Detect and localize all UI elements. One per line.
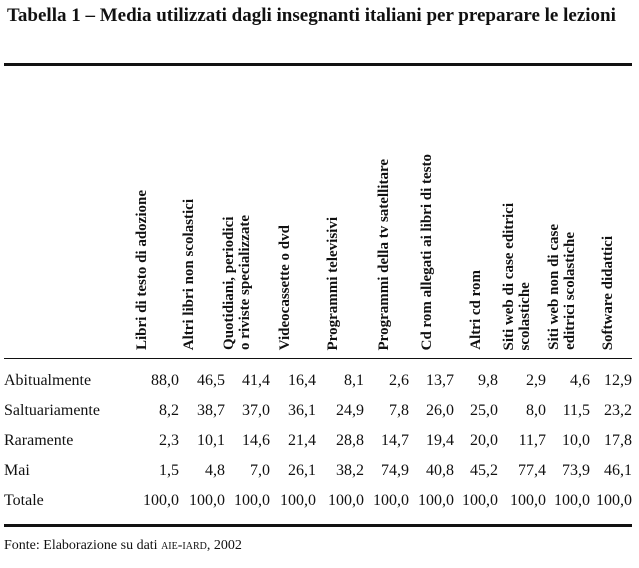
- column-header: [419, 154, 435, 350]
- table-cell: 23,2: [604, 402, 632, 419]
- table-cell: 2,6: [389, 372, 409, 389]
- column-header: [277, 225, 293, 350]
- source-prefix: Fonte: Elaborazione su dati: [4, 538, 162, 553]
- column-header: [221, 215, 253, 350]
- table-cell: 37,0: [242, 402, 270, 419]
- table-cell: 9,8: [478, 372, 498, 389]
- column-header: [325, 217, 341, 350]
- table-row: [4, 426, 632, 456]
- column-header: [468, 270, 484, 350]
- table-cell: 20,0: [470, 432, 498, 449]
- row-label: Saltuariamente: [4, 402, 100, 419]
- table-cell: 46,5: [197, 372, 225, 389]
- column-header-line: Programmi televisivi: [325, 216, 341, 350]
- column-header-line: Quotidiani, periodici: [221, 216, 237, 350]
- table-cell: 16,4: [288, 372, 316, 389]
- table-cell: 13,7: [426, 372, 454, 389]
- table-cell: 19,4: [426, 432, 454, 449]
- table-cell: 7,0: [250, 462, 270, 479]
- source-suffix: , 2002: [206, 538, 242, 553]
- column-header-line: editrici scolastiche: [562, 232, 578, 350]
- table-cell: 100,0: [462, 492, 498, 509]
- table-cell: 4,8: [205, 462, 225, 479]
- table-cell: 100,0: [143, 492, 179, 509]
- column-header-line: Siti web di case editrici: [501, 202, 517, 350]
- column-header-line: Altri cd rom: [468, 270, 484, 350]
- bottom-rule: [4, 524, 632, 527]
- table-cell: 25,0: [470, 402, 498, 419]
- column-header-line: Libri di testo di adozione: [134, 189, 150, 350]
- table-cell: 8,0: [526, 402, 546, 419]
- table-cell: 100,0: [510, 492, 546, 509]
- column-header: [546, 224, 578, 350]
- table-cell: 41,4: [242, 372, 270, 389]
- table-cell: 2,3: [159, 432, 179, 449]
- table-cell: 100,0: [596, 492, 632, 509]
- column-header: [134, 190, 150, 350]
- table-cell: 46,1: [604, 462, 632, 479]
- column-header-line: Siti web non di case: [546, 224, 562, 350]
- table-cell: 10,1: [197, 432, 225, 449]
- column-header-line: Altri libri non scolastici: [181, 198, 197, 350]
- header-rule: [4, 358, 632, 359]
- table-cell: 40,8: [426, 462, 454, 479]
- table-title: Tabella 1 – Media utilizzati dagli insegnanti italiani per preparare le lezioni: [7, 5, 616, 26]
- table-cell: 74,9: [381, 462, 409, 479]
- column-header: [376, 159, 392, 350]
- table-cell: 12,9: [604, 372, 632, 389]
- table-cell: 100,0: [328, 492, 364, 509]
- table-cell: 100,0: [373, 492, 409, 509]
- table-cell: 14,6: [242, 432, 270, 449]
- table-cell: 11,7: [518, 432, 546, 449]
- table-cell: 100,0: [418, 492, 454, 509]
- row-label: Mai: [4, 462, 30, 479]
- table-row: [4, 486, 632, 516]
- table-cell: 100,0: [189, 492, 225, 509]
- table-cell: 8,2: [159, 402, 179, 419]
- column-headers: [0, 66, 639, 358]
- table-cell: 7,8: [389, 402, 409, 419]
- table-row: [4, 366, 632, 396]
- row-label: Totale: [4, 492, 44, 509]
- column-header-line: scolastiche: [517, 281, 533, 350]
- table-row: [4, 456, 632, 486]
- column-header-line: Software didattici: [600, 235, 616, 350]
- column-header-line: Programmi della tv satellitare: [376, 158, 392, 350]
- table-cell: 88,0: [151, 372, 179, 389]
- table-cell: 10,0: [562, 432, 590, 449]
- table-cell: 2,9: [526, 372, 546, 389]
- table-cell: 17,8: [604, 432, 632, 449]
- column-header-line: o riviste specializzate: [237, 215, 253, 350]
- table-cell: 100,0: [554, 492, 590, 509]
- table-cell: 26,0: [426, 402, 454, 419]
- table-cell: 28,8: [336, 432, 364, 449]
- table-cell: 24,9: [336, 402, 364, 419]
- column-header: [501, 203, 533, 350]
- source-note: [4, 537, 242, 555]
- table-cell: 77,4: [518, 462, 546, 479]
- column-header-line: Cd rom allegati ai libri di testo: [419, 153, 435, 350]
- data-table: [4, 366, 632, 516]
- table-row: [4, 396, 632, 426]
- table-cell: 8,1: [344, 372, 364, 389]
- table-cell: 100,0: [280, 492, 316, 509]
- table-cell: 38,7: [197, 402, 225, 419]
- table-cell: 100,0: [234, 492, 270, 509]
- table-cell: 21,4: [288, 432, 316, 449]
- table-cell: 1,5: [159, 462, 179, 479]
- column-header: [181, 199, 197, 350]
- table-cell: 11,5: [562, 402, 590, 419]
- row-label: Raramente: [4, 432, 74, 449]
- row-label: Abitualmente: [4, 372, 92, 389]
- table-cell: 4,6: [570, 372, 590, 389]
- column-header-line: Videocassette o dvd: [277, 224, 293, 350]
- table-cell: 73,9: [562, 462, 590, 479]
- table-cell: 26,1: [288, 462, 316, 479]
- table-cell: 45,2: [470, 462, 498, 479]
- table-cell: 36,1: [288, 402, 316, 419]
- column-header: [600, 236, 616, 350]
- table-cell: 14,7: [381, 432, 409, 449]
- source-org: aie-iard: [161, 538, 207, 553]
- table-cell: 38,2: [336, 462, 364, 479]
